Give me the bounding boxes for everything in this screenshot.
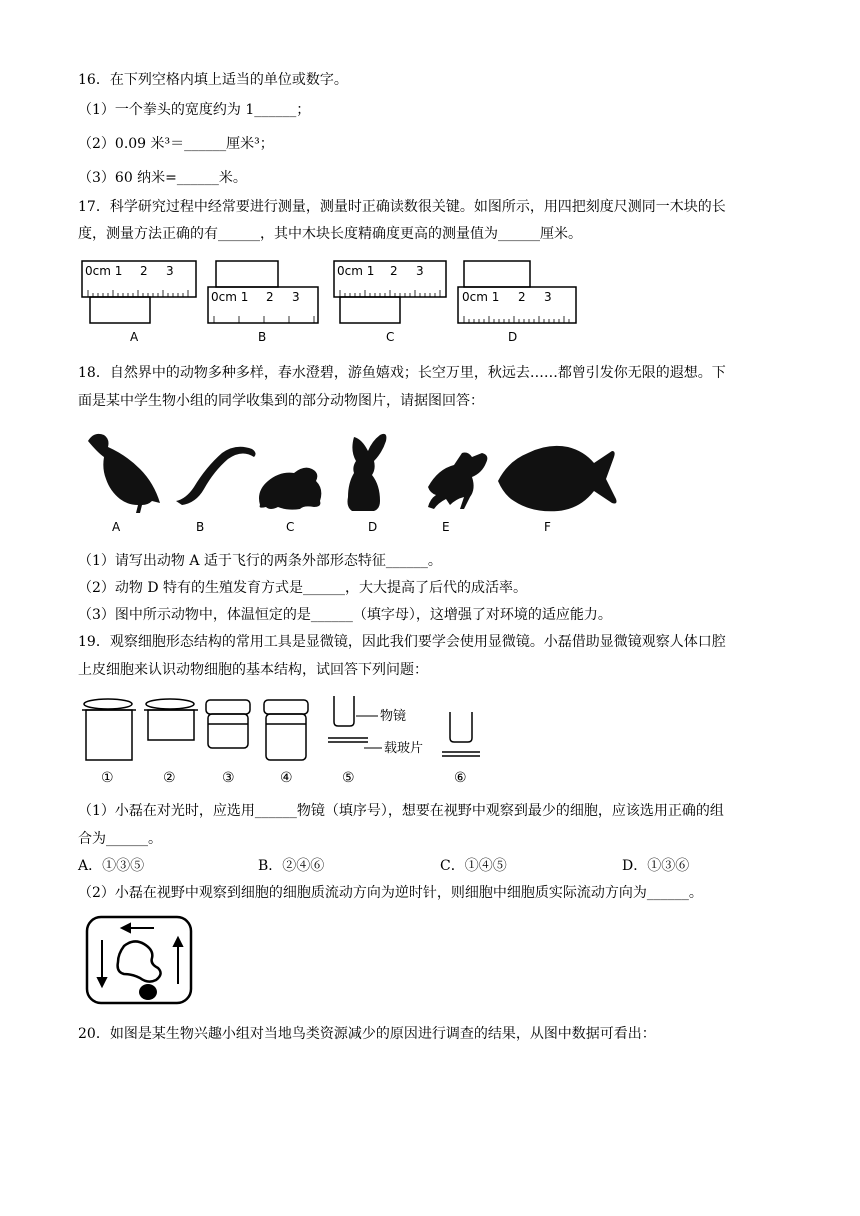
fig-num-5: ⑤ — [342, 770, 355, 786]
option-b: B．②④⑥ — [258, 858, 325, 874]
animal-figure — [78, 425, 618, 537]
label-slide: 载玻片 — [384, 741, 424, 756]
toad-silhouette — [259, 468, 321, 510]
q20-text: 20．如图是某生物兴趣小组对当地鸟类资源减少的原因进行调查的结果，从图中数据可看出： — [78, 1026, 656, 1042]
cell-blob — [118, 941, 161, 981]
q19-text-line2: 上皮细胞来认识动物细胞的基本结构，试回答下列问题： — [78, 662, 428, 678]
ruler-a-tick-2: 2 — [140, 264, 148, 278]
fig-num-6: ⑥ — [454, 770, 467, 786]
q16-part3: （3）60 纳米=______米。 — [78, 170, 247, 186]
pigeon-silhouette — [88, 434, 160, 513]
ruler-d-tick-0: 0cm 1 — [462, 290, 500, 304]
ruler-b-tick-3: 3 — [292, 290, 300, 304]
ruler-d-tick-2: 2 — [518, 290, 526, 304]
q19-part1-line2: 合为______。 — [78, 831, 162, 847]
figure-label-b: B — [258, 330, 267, 344]
q16-part1: （1）一个拳头的宽度约为 1______； — [78, 102, 311, 118]
ruler-a-tick-3: 3 — [166, 264, 174, 278]
ruler-c-tick-2: 2 — [390, 264, 398, 278]
fig-num-1: ① — [101, 770, 114, 786]
ruler-d-tick-3: 3 — [544, 290, 552, 304]
fig-num-2: ② — [163, 770, 176, 786]
eyepiece-1 — [86, 710, 132, 760]
q18-text-line1: 18．自然界中的动物多种多样，春水澄碧，游鱼嬉戏；长空万里，秋远去……都曾引发你无限的遐想。下 — [78, 365, 726, 381]
ruler-figure — [78, 255, 598, 347]
ruler-b-tick-0: 0cm 1 — [211, 290, 249, 304]
block-d — [464, 261, 530, 287]
eyepiece-2 — [148, 710, 194, 740]
q17-text-line2: 度，测量方法正确的有______，其中木块长度精确度更高的测量值为______厘米。 — [78, 226, 582, 242]
option-d: D．①③⑥ — [622, 858, 690, 874]
lens-distance-5 — [334, 696, 354, 726]
fish-silhouette — [498, 446, 617, 511]
q16-title: 16．在下列空格内填上适当的单位或数字。 — [78, 72, 348, 88]
rabbit-silhouette — [348, 434, 387, 511]
ruler-b-tick-2: 2 — [266, 290, 274, 304]
animal-label-f: F — [544, 520, 551, 534]
q18-part2: （2）动物 D 特有的生殖发育方式是______，大大提高了后代的成活率。 — [78, 580, 528, 596]
q19-part2: （2）小磊在视野中观察到细胞的细胞质流动方向为逆时针，则细胞中细胞质实际流动方向为______。 — [78, 885, 703, 901]
label-objective: 物镜 — [380, 709, 407, 724]
fig-num-4: ④ — [280, 770, 293, 786]
objective-4 — [266, 714, 306, 760]
objective-3 — [208, 714, 248, 748]
figure-label-d: D — [508, 330, 518, 344]
animal-label-e: E — [442, 520, 450, 534]
ruler-c-tick-0: 0cm 1 — [337, 264, 375, 278]
microscope-lens-figure — [78, 692, 498, 788]
fig-num-3: ③ — [222, 770, 235, 786]
animal-label-a: A — [112, 520, 121, 534]
q16-part2: （2）0.09 米³＝______厘米³； — [78, 136, 274, 152]
option-c: C．①④⑤ — [440, 858, 507, 874]
cytoplasm-flow-figure — [84, 914, 194, 1006]
animal-label-c: C — [286, 520, 295, 534]
figure-label-c: C — [386, 330, 395, 344]
lens-distance-6 — [450, 712, 472, 742]
block-c — [340, 297, 400, 323]
earthworm-silhouette — [176, 447, 256, 505]
grasshopper-silhouette — [428, 453, 487, 510]
option-a: A．①③⑤ — [78, 858, 145, 874]
q18-part3: （3）图中所示动物中，体温恒定的是______（填字母），这增强了对环境的适应能力。 — [78, 607, 612, 623]
animal-label-b: B — [196, 520, 205, 534]
q18-part1: （1）请写出动物 A 适于飞行的两条外部形态特征______。 — [78, 553, 442, 569]
block-b — [216, 261, 278, 287]
q17-text-line1: 17．科学研究过程中经常要进行测量，测量时正确读数很关键。如图所示，用四把刻度尺测同一木块的长 — [78, 199, 726, 215]
q18-text-line2: 面是某中学生物小组的同学收集到的部分动物图片，请据图回答： — [78, 393, 484, 409]
q19-part1-line1: （1）小磊在对光时，应选用______物镜（填序号），想要在视野中观察到最少的细胞，应该选用正确的组 — [78, 803, 724, 819]
animal-label-d: D — [368, 520, 378, 534]
figure-label-a: A — [130, 330, 139, 344]
ruler-a-tick-0: 0cm 1 — [85, 264, 123, 278]
q19-text-line1: 19．观察细胞形态结构的常用工具是显微镜，因此我们要学会使用显微镜。小磊借助显微镜观察人体口腔 — [78, 634, 726, 650]
block-a — [90, 297, 150, 323]
ruler-c-tick-3: 3 — [416, 264, 424, 278]
